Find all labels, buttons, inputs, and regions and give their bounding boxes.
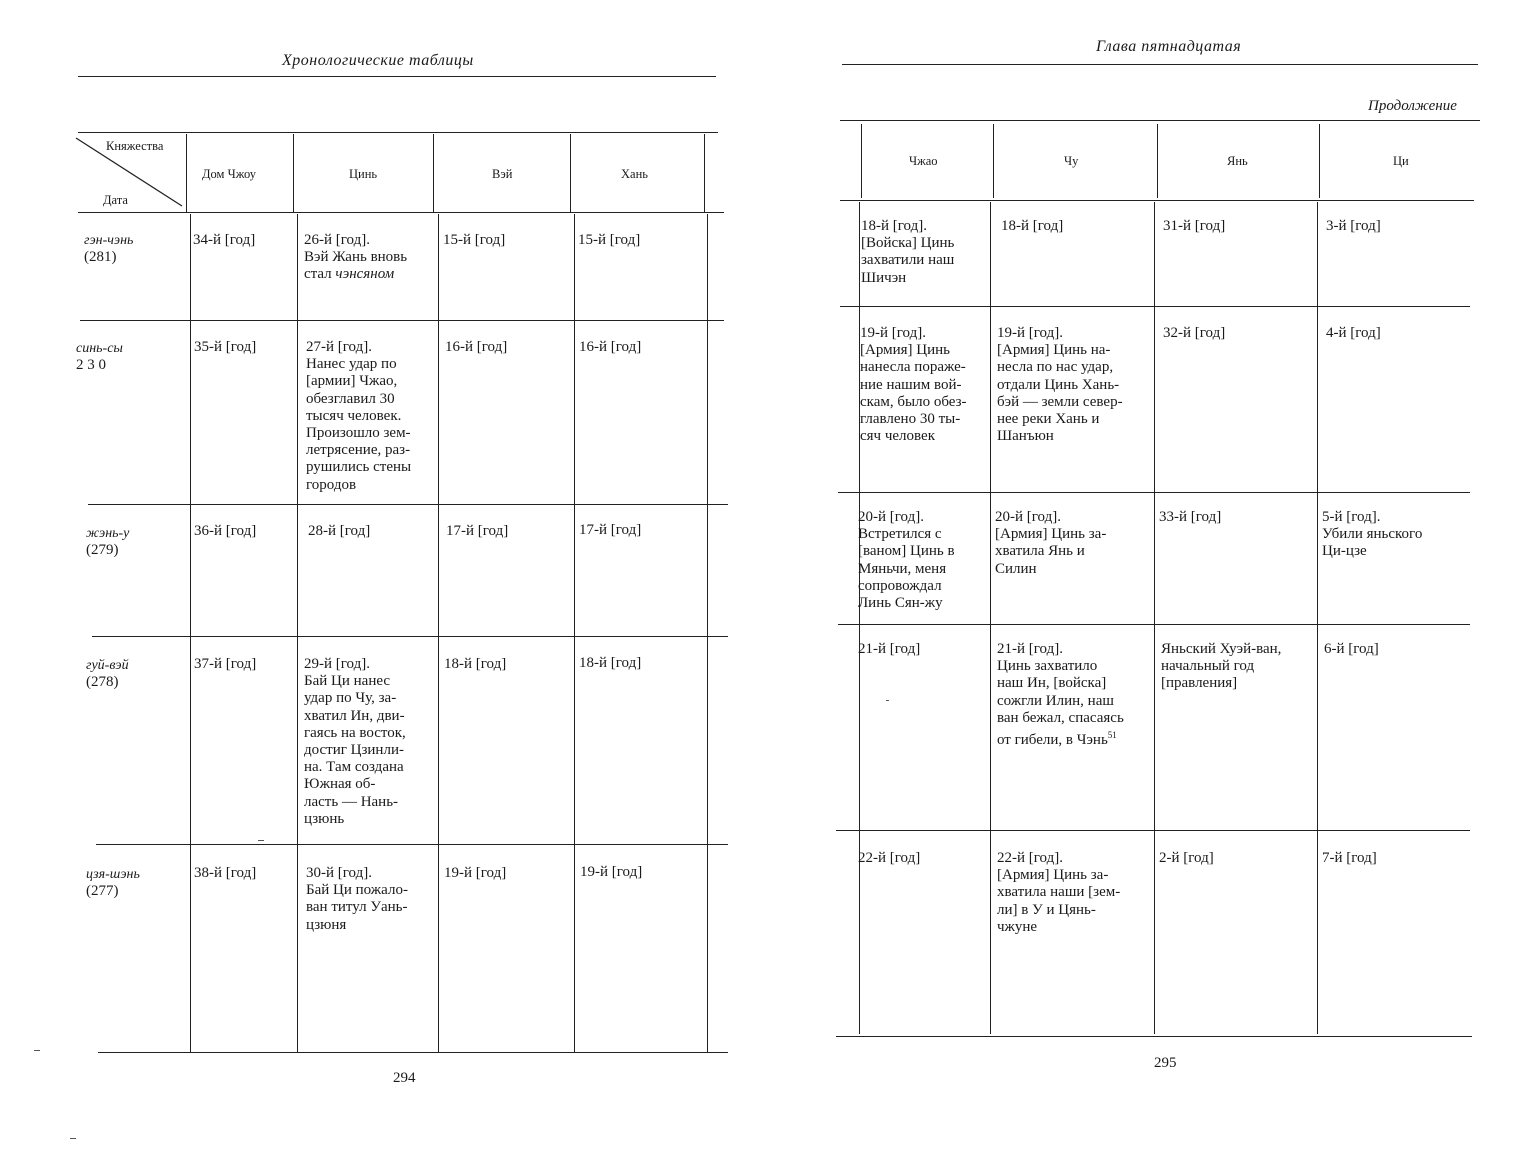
body-vline [190, 214, 191, 1052]
table-cell: 2-й [год] [1159, 850, 1214, 866]
table-cell: 19-й [год]. [Армия] Цинь нанесла пораже- ние нашим вой- скам, было обез- главлено 30 ты- сяч человек [860, 325, 967, 445]
column-header: Чжао [909, 154, 938, 168]
print-speck [70, 1138, 76, 1139]
cell-italic-term: чэнсяном [335, 266, 395, 283]
table-cell: 37-й [год] [194, 656, 257, 672]
running-head: Глава пятнадцатая [1096, 38, 1242, 55]
table-cell: 5-й [год]. Убили яньского Ци-цзе [1322, 509, 1423, 560]
table-cell: 19-й [год]. [Армия] Цинь на- несла по нас удар, отдали Цинь Хань- бэй — земли север- нее реки Хань и Шанъюн [997, 325, 1123, 445]
date-name: жэнь-у [86, 526, 130, 541]
table-cell: 34-й [год] [193, 232, 256, 248]
body-vline [297, 214, 298, 1052]
table-cell: 22-й [год] [858, 850, 921, 866]
table-bottom-rule [836, 1036, 1472, 1037]
table-cell: 17-й [год] [446, 523, 509, 539]
continued-label: Продолжение [1368, 98, 1457, 114]
page-number: 294 [393, 1070, 416, 1086]
table-cell [997, 641, 1155, 749]
date-name: гэн-чэнь [84, 233, 134, 248]
date-cell [86, 525, 129, 559]
column-header: Хань [621, 167, 648, 181]
header-vline [861, 124, 862, 198]
footnote-marker: 51 [1107, 730, 1117, 741]
body-vline [1154, 202, 1155, 1034]
body-vline [990, 202, 991, 1034]
table-cell: 20-й [год]. [Армия] Цинь за- хватила Янь и Силин [995, 509, 1107, 577]
table-cell: 18-й [год] [444, 656, 507, 672]
table-cell: 4-й [год] [1326, 325, 1381, 341]
column-header: Ци [1393, 154, 1409, 168]
table-cell [304, 232, 438, 284]
table-cell: 18-й [год]. [Войска] Цинь захватили наш Шичэн [861, 218, 955, 286]
header-vline [570, 134, 571, 212]
row-rule [80, 320, 724, 321]
table-cell: 7-й [год] [1322, 850, 1377, 866]
date-name: гуй-вэй [86, 658, 129, 673]
table-cell: 16-й [год] [445, 339, 508, 355]
header-rule [842, 64, 1478, 65]
header-vline [1157, 124, 1158, 198]
header-rule [78, 76, 716, 77]
column-header: Цинь [349, 167, 378, 181]
table-cell: 31-й [год] [1163, 218, 1226, 234]
table-cell: 20-й [год]. Встретился с [ваном] Цинь в Мяньчи, меня сопровождал Линь Сян-жу [858, 509, 955, 612]
body-vline [1317, 202, 1318, 1034]
table-header-bottom-rule [78, 212, 724, 213]
table-cell: 19-й [год] [580, 864, 643, 880]
header-vline [433, 134, 434, 212]
table-cell: 30-й [год]. Бай Ци пожало- ван титул Уань- цзюня [306, 865, 408, 933]
row-rule [88, 504, 728, 505]
column-header: Чу [1064, 154, 1079, 168]
table-cell: 21-й [год] [858, 641, 921, 657]
cell-text: 21-й [год]. Цинь захватило наш Ин, [войска] сожгли Илин, наш ван бежал, спасаясь от гибели, в Чэнь [997, 641, 1124, 749]
table-cell: 38-й [год] [194, 865, 257, 881]
table-cell: 15-й [год] [578, 232, 641, 248]
header-vline [993, 124, 994, 198]
column-header: Дом Чжоу [202, 167, 257, 181]
date-year: (279) [86, 542, 119, 559]
table-cell: 29-й [год]. Бай Ци нанес удар по Чу, за- хватил Ин, дви- гаясь на восток, достиг Цзинли- на. Там создана Южная об- ласть — Нань- цзюнь [304, 656, 406, 827]
table-cell: 18-й [год] [1001, 218, 1064, 234]
body-vline [574, 214, 575, 1052]
header-vline [186, 134, 187, 212]
date-year: (281) [84, 249, 117, 266]
table-cell: Яньский Хуэй-ван, начальный год [правления] [1161, 641, 1282, 692]
row-rule [836, 830, 1470, 831]
table-cell: 15-й [год] [443, 232, 506, 248]
table-cell: 6-й [год] [1324, 641, 1379, 657]
table-cell: 27-й [год]. Нанес удар по [армии] Чжао, обезглавил 30 тысяч человек. Произошло зем- летрясение, раз- рушились стены городов [306, 339, 412, 493]
table-cell: 18-й [год] [579, 655, 642, 671]
date-year: (277) [86, 883, 119, 900]
table-cell: 3-й [год] [1326, 218, 1381, 234]
table-top-rule [78, 132, 718, 133]
print-speck [886, 700, 889, 701]
table-cell: 17-й [год] [579, 522, 642, 538]
date-cell [86, 866, 140, 900]
print-speck [258, 840, 264, 841]
date-name: цзя-шэнь [86, 867, 140, 882]
table-cell: 28-й [год] [308, 523, 371, 539]
cell-text: 26-й [год]. Вэй Жань вновь стал [304, 232, 408, 283]
header-vline [704, 134, 705, 212]
page-number: 295 [1154, 1055, 1177, 1071]
table-cell: 16-й [год] [579, 339, 642, 355]
header-corner-bottom-label: Дата [103, 193, 128, 207]
date-name: синь-сы [76, 341, 123, 356]
row-rule [840, 306, 1470, 307]
date-cell [84, 232, 133, 266]
table-cell: 36-й [год] [194, 523, 257, 539]
date-year: (278) [86, 674, 119, 691]
body-vline [707, 214, 708, 1052]
table-header-bottom-rule [840, 200, 1474, 201]
table-cell: 32-й [год] [1163, 325, 1226, 341]
table-cell: 33-й [год] [1159, 509, 1222, 525]
header-vline [1319, 124, 1320, 198]
right-page [766, 0, 1532, 1150]
column-header: Янь [1227, 154, 1248, 168]
row-rule [92, 636, 728, 637]
header-corner-top-label: Княжества [106, 139, 164, 153]
print-speck [34, 1050, 40, 1051]
running-head: Хронологические таблицы [282, 52, 474, 69]
table-top-rule [840, 120, 1480, 121]
column-header: Вэй [492, 167, 513, 181]
table-bottom-rule [98, 1052, 728, 1053]
date-year: 2 3 0 [76, 357, 106, 374]
table-cell: 35-й [год] [194, 339, 257, 355]
table-cell: 19-й [год] [444, 865, 507, 881]
date-cell [76, 340, 123, 374]
table-cell: 22-й [год]. [Армия] Цинь за- хватила наши [зем- ли] в У и Цянь- чжуне [997, 850, 1121, 935]
header-vline [293, 134, 294, 212]
date-cell [86, 657, 129, 691]
